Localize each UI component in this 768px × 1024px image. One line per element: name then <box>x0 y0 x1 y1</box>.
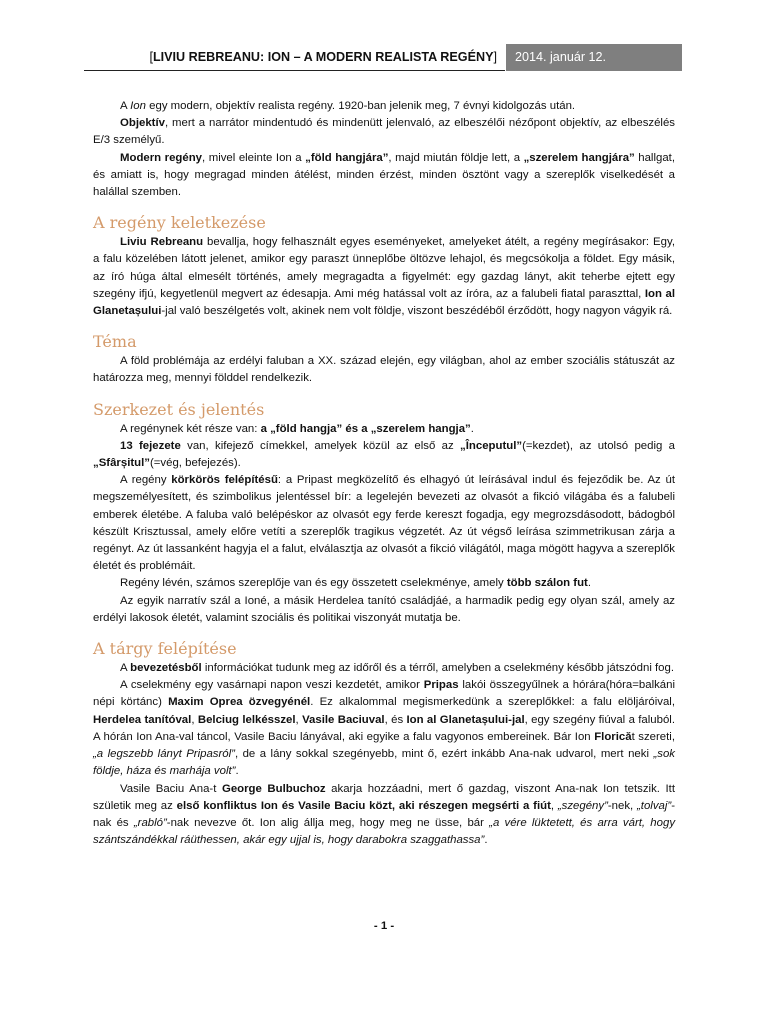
paragraph-szerkezet-4 <box>93 575 675 592</box>
page-header <box>84 44 682 72</box>
text-run: A <box>120 662 131 675</box>
text-run: -jal való beszélgetés volt, akinek nem volt földje, viszont beszédéből érződött, hogy nagyon vágyik rá. <box>161 305 673 318</box>
bold-run: Maxim Oprea özvegyénél <box>168 696 311 709</box>
text-run: , <box>295 713 303 726</box>
text-run: A regénynek két része van: <box>120 422 261 435</box>
bold-run: bevezetésből <box>130 662 202 675</box>
text-run: A regény <box>120 474 172 487</box>
italic-run: „a vére lüktetett, és arra várt, hogy szántszándékkal ráüthessen, akár egy ujjal is, hogy darabokra szaggathassa” <box>93 816 676 847</box>
paragraph-tema: A föld problémája az erdélyi faluban a XX. század elején, egy világban, ahol az ember szociális státuszát az határozza meg, mennyi földdel rendelkezik. <box>93 355 675 385</box>
bold-run: „Sfârșitul” <box>93 457 150 470</box>
italic-run: „szegény” <box>557 799 608 812</box>
section-heading-tema: Téma <box>93 332 137 352</box>
text-run: . <box>484 834 488 847</box>
section-heading-keletkezes: A regény keletkezése <box>93 213 266 233</box>
section-heading-targy: A tárgy felépítése <box>93 639 237 659</box>
italic-run: Ion <box>130 100 146 112</box>
text-run: lakói összegyűlnek a hórára(hóra=balkáni népi körtánc) <box>93 679 675 709</box>
paragraph-intro-2 <box>93 115 675 149</box>
paragraph-szerkezet-2 <box>93 438 675 472</box>
section-heading-szerkezet: Szerkezet és jelentés <box>93 399 265 419</box>
bold-run: több szálon fut <box>506 577 588 590</box>
bold-run: „föld hangjára” <box>305 151 389 164</box>
bold-run: a „föld hangja” és a „szerelem hangja” <box>260 422 471 435</box>
text-run: (=vég, befejezés). <box>149 457 241 470</box>
paragraph-keletkezes <box>93 234 675 320</box>
text-run: . <box>470 422 474 435</box>
italic-run: „rabló” <box>133 816 167 829</box>
header-bracket-open: [ <box>149 50 153 64</box>
bold-run: Florică <box>594 730 632 743</box>
bold-run: „szerelem hangjára” <box>523 151 635 164</box>
text-run: -nek, <box>607 799 637 812</box>
document-body <box>93 98 675 849</box>
text-run: , és <box>384 713 407 726</box>
text-run: , <box>550 799 558 812</box>
bold-run: Ion al Glanetașului-jal <box>406 713 525 726</box>
bold-run: Pripas <box>423 679 459 692</box>
text-run: , mivel eleinte Ion a <box>202 151 306 164</box>
paragraph-szerkezet-5: Az egyik narratív szál a Ioné, a másik Herdelea tanító családjáé, a harmadik pedig egy olyan szál, amely az erdélyi lakosok életét, valamint szociális és politikai viszonyát mutatja be. <box>93 594 675 624</box>
bold-run: Herdelea tanítóval <box>93 713 192 726</box>
bold-run: körkörös felépítésű <box>171 474 278 487</box>
bold-run: Modern regény <box>120 151 203 164</box>
bold-run: Belciug lelkésszel <box>197 713 296 726</box>
text-run: -nak nevezve őt. Ion alig állja meg, hogy meg ne üsse, bár <box>166 816 490 829</box>
text-run: -nak és <box>93 799 675 829</box>
bold-run: Objektív <box>120 117 165 130</box>
paragraph-szerkezet-1 <box>93 421 675 438</box>
text-run: (=kezdet), az utolsó pedig a <box>522 439 675 452</box>
bold-run: „Începutul” <box>460 439 523 452</box>
text-run: A <box>120 100 131 112</box>
header-title <box>84 44 505 71</box>
paragraph-targy-1 <box>93 660 675 677</box>
header-title-text: LIVIU REBREANU: ION – A MODERN REALISTA REGÉNY <box>152 50 494 64</box>
text-run: információkat tudunk meg az időről és a térről, amelyben a cselekmény később játszódni fog. <box>201 662 675 675</box>
bold-run: 13 fejezete <box>120 439 181 452</box>
header-bracket-close: ] <box>493 50 497 64</box>
paragraph-targy-2 <box>93 677 675 780</box>
header-date: 2014. január 12. <box>506 44 682 71</box>
paragraph-szerkezet-3 <box>93 472 675 575</box>
bold-run: Liviu Rebreanu <box>120 236 204 249</box>
bold-run: Vasile Baciuval <box>302 713 385 726</box>
paragraph-intro-3 <box>93 150 675 202</box>
text-run: . <box>235 765 239 778</box>
italic-run: „a legszebb lányt Pripasról” <box>93 748 235 761</box>
bold-run: Ion al Glanetașului <box>93 287 675 318</box>
text-run: : a Pripast megközelítő és elhagyó út leírásával indul és fejeződik be. Az út megszemélyesített, és szimbolikus jelentéssel bír: a legelején bevezeti az olvasót a fikció világába és a falubeli emberek életébe. A faluba való belépéskor az olvasót egy ferde kereszt fogadja, egy megrozsdásodott, bádogból készült Krisztussal, amely előre vetíti a szereplők tragikus végzetét. Az út végső leírása szimmetrikusan zárja a regényt. Az út lassanként hagyja el a falut, elválasztja az olvasót a fikció világától, maga mögött hagyva a szereplők életét és problémáit. <box>93 474 675 573</box>
paragraph-intro-1 <box>93 98 675 115</box>
text-run: . <box>587 577 592 590</box>
bold-run: első konfliktus Ion és Vasile Baciu közt, aki részegen megsérti a fiút <box>176 799 551 812</box>
text-run: . Ez alkalommal megismerkedünk a szereplőkkel: a falu elöljáróival, <box>310 696 675 709</box>
text-run: , egy szegény fiúval a faluból. A hórán Ion Ana-val táncol, Vasile Baciu lányával, aki egyike a falu vagyonos embereinek. Bár Ion <box>93 713 675 743</box>
text-run: akarja hozzáadni, mert ő gazdag, viszont Ana-nak Ion tetszik. Itt születik meg az <box>93 782 675 812</box>
text-run: van, kifejező címekkel, amelyek közül az első az <box>180 439 461 452</box>
text-run: , <box>191 713 198 726</box>
paragraph-targy-3 <box>93 781 675 850</box>
italic-run: „tolvaj” <box>637 799 672 812</box>
text-run: bevallja, hogy felhasznált egyes eseményeket, amelyeket átélt, a regény megírásakor: Egy, a falu közelében látott jelenet, amikor egy paraszt ünneplőbe öltözve lehajol, és megcsókolja a földet. Egy másik, az író húga által elmesélt történés, amely megragadta a figyelmét: egy gazdag lányt, akit teherbe ejtett egy szegény ifjú, kegyetlenül megvert az édesapja. Ami még hatással volt az íróra, az a falubeli fiatal paraszttal, <box>93 236 675 300</box>
text-run: , de a lány sokkal szegényebb, mint ő, ezért inkább Ana-nak udvarol, mert neki <box>234 748 654 761</box>
text-run: , majd miután földje lett, a <box>388 151 524 164</box>
page-number: - 1 - <box>373 920 395 932</box>
bold-run: George Bulbuchoz <box>221 782 326 795</box>
text-run: Vasile Baciu Ana-t <box>120 782 222 795</box>
text-run: A cselekmény egy vasárnapi napon veszi kezdetét, amikor <box>120 679 424 692</box>
text-run: t szereti, <box>631 730 675 743</box>
text-run: hallgat, és amiatt is, hogy megragad minden átélést, minden érzést, minden ösztönt vagy a szereplők viselkedését a halállal szemben. <box>93 151 675 199</box>
italic-run: „sok földje, háza és marhája volt” <box>93 748 675 778</box>
text-run: egy modern, objektív realista regény. 1920-ban jelenik meg, 7 évnyi kidolgozás után. <box>145 100 576 112</box>
text-run: , mert a narrátor mindentudó és mindenütt jelenvaló, az elbeszélői nézőpont objektív, az elbeszélés E/3 személyű. <box>93 117 675 147</box>
text-run: Regény lévén, számos szereplője van és egy összetett cselekménye, amely <box>120 577 507 590</box>
